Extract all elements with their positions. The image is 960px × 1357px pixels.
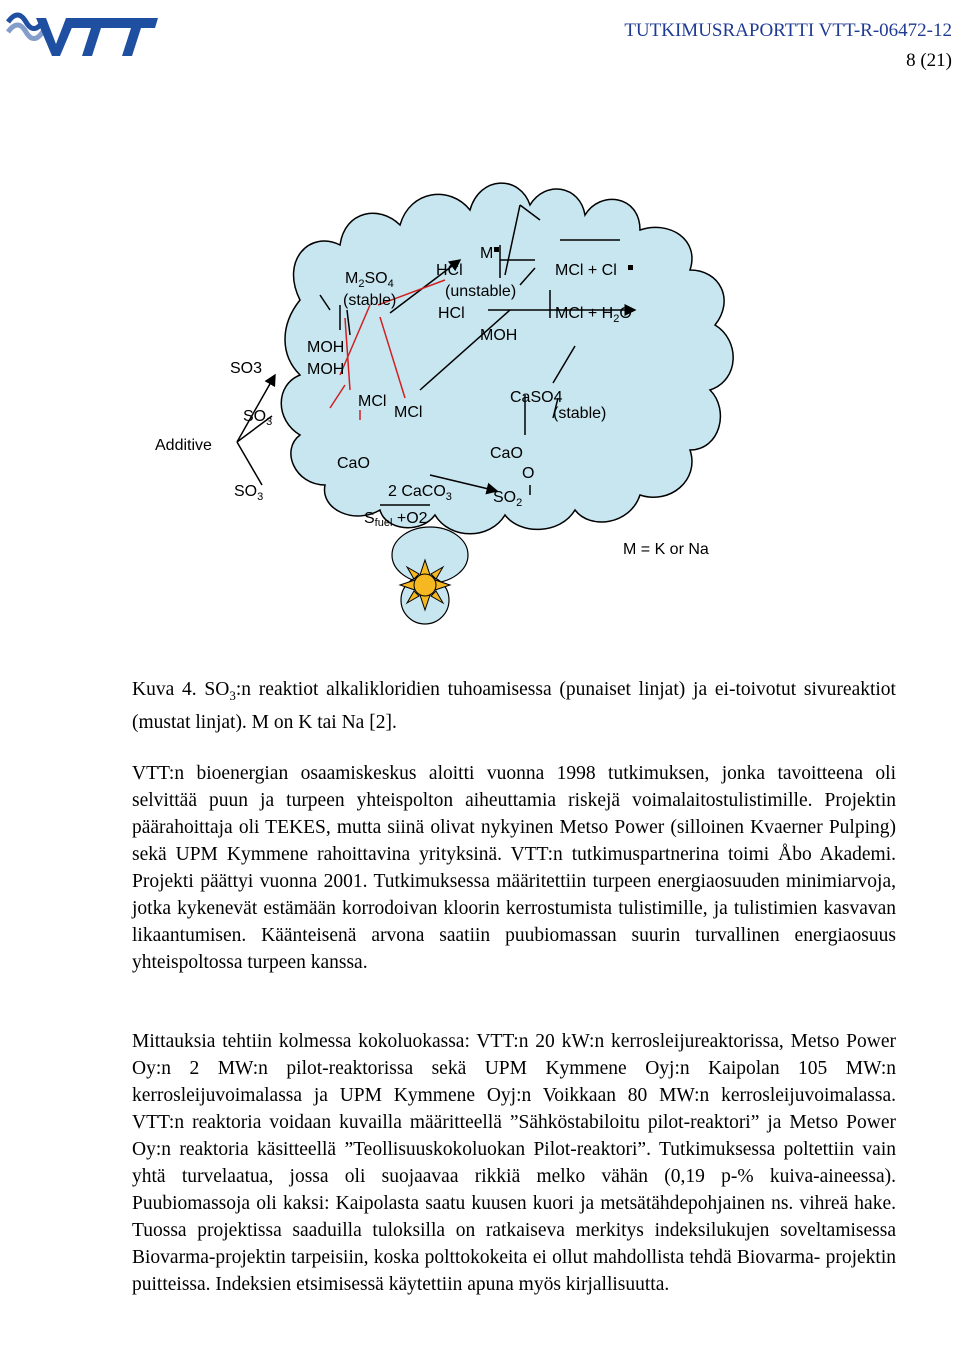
so3-label-a: SO3	[230, 360, 263, 377]
vtt-logo	[0, 0, 170, 70]
cao-label-2: CaO	[490, 445, 523, 462]
sun-icon	[400, 560, 450, 610]
moh-label-2: MOH	[307, 361, 345, 378]
mcl-h2o-label: MCl + $H_2O$	[555, 305, 632, 325]
stable-label-1: (stable)	[343, 292, 397, 309]
cloud-shape	[281, 183, 733, 534]
unstable-label: (unstable)	[445, 283, 517, 300]
page-number: 8 (21)	[906, 50, 952, 71]
additive-label: Additive	[155, 437, 212, 454]
hcl-label-1: HCl	[436, 262, 463, 279]
legend-label: M = K or Na	[623, 541, 709, 558]
cao-label-1: CaO	[337, 455, 370, 472]
body-paragraph-1: VTT:n bioenergian osaamiskeskus aloitti vuonna 1998 tutkimuksen, jonka tavoitteena oli selvittää puun ja turpeen yhteispolton aiheuttamia riskejä voimalaitostulistimille. Projektin päärahoittaja oli TEKES, mutta siinä olivat nykyinen Metso Power (silloinen Kvaerner Pulping) sekä UPM Kymmene rahoittavina yrityksinä. VTT:n tutkimuspartnerina toimi Åbo Akademi. Projekti päättyi vuonna 2001. Tutkimuksessa määritettiin turpeen energiaosuuden minimiarvoja, jotka kykenevät estämään korrodoivan kloorin kerrostumista tulistimille, ja tulistimien kasvavan likaantumisen. Käänteisenä arvona saatiin puubiomassan suurin turvallinen energiaosuus yhteispoltossa turpeen kanssa.	[132, 763, 896, 973]
m-ion-label: M	[480, 245, 494, 262]
caco3-label: 2 CaCO$_3$	[388, 483, 452, 503]
report-id: TUTKIMUSRAPORTTI VTT-R-06472-12	[624, 20, 952, 41]
sfuel-label: Sfuel +O2	[364, 510, 428, 529]
so3-label-b: $SO_3$	[243, 408, 273, 428]
o-label: O	[522, 465, 535, 482]
mcl-label-1: MCl	[358, 393, 387, 410]
reaction-diagram	[0, 150, 960, 650]
vtt-logo-mark	[8, 15, 158, 56]
body-paragraph-2: Mittauksia tehtiin kolmessa kokoluokassa: VTT:n 20 kW:n kerrosleijureaktorissa, Metso Power Oy:n 2 MW:n pilot-reaktorissa sekä UPM Kymmene Oyj:n Kaipolan 105 MW:n kerrosleijuvoimalassa ja UPM Kymmene Oyj:n Voikkaan 80 MW:n kerrosleijuvoimalassa. VTT:n reaktoria voidaan kuvailla määritteellä ”Sähköstabiloitu pilot-reaktori” ja Metso Power Oy:n reaktoria käsitteellä ”Teollisuuskokoluokan Pilot-reaktori”. Tutkimuksessa poltettiin vain yhtä turvelaatua, jossa oli suojaavaa rikkiä melko vähän (0,19 p-% kuiva-aineessa). Puubiomassoja oli kaksi: Kaipolasta saatu kuusen kuori ja metsätähdepohjainen ns. vihreä hake. Tuossa projektissa saaduilla tuloksilla on ratkaiseva merkitys indeksilukujen soveltamisessa Biovarma-projektin tarpeisiin, koska polttokokeita ei ollut mahdollista tehdä Biovarma- projektin puitteissa. Indeksien etsimisessä käytettiin apuna myös kirjallisuutta.	[132, 1031, 896, 1295]
figure-caption: Kuva 4. $SO_3:n$ reaktiot alkalikloridien tuhoamisessa (punaiset linjat) ja ei-toivotut sivureaktiot (mustat linjat). M on K tai Na [2].	[132, 679, 896, 733]
stable-label-2: (stable)	[553, 405, 607, 422]
mcl-cl-label: MCl + Cl	[555, 262, 617, 279]
caso4-label: CaSO4	[510, 389, 563, 406]
m2so4-label: $M_2SO_4$	[345, 270, 394, 290]
mcl-label-2: MCl	[394, 404, 423, 421]
so3-label-c: $SO_3$	[234, 483, 264, 503]
moh-label-3: MOH	[480, 327, 518, 344]
hcl-label-2: HCl	[438, 305, 465, 322]
so2-label: $SO_2$	[493, 489, 523, 509]
moh-label-1: MOH	[307, 339, 345, 356]
